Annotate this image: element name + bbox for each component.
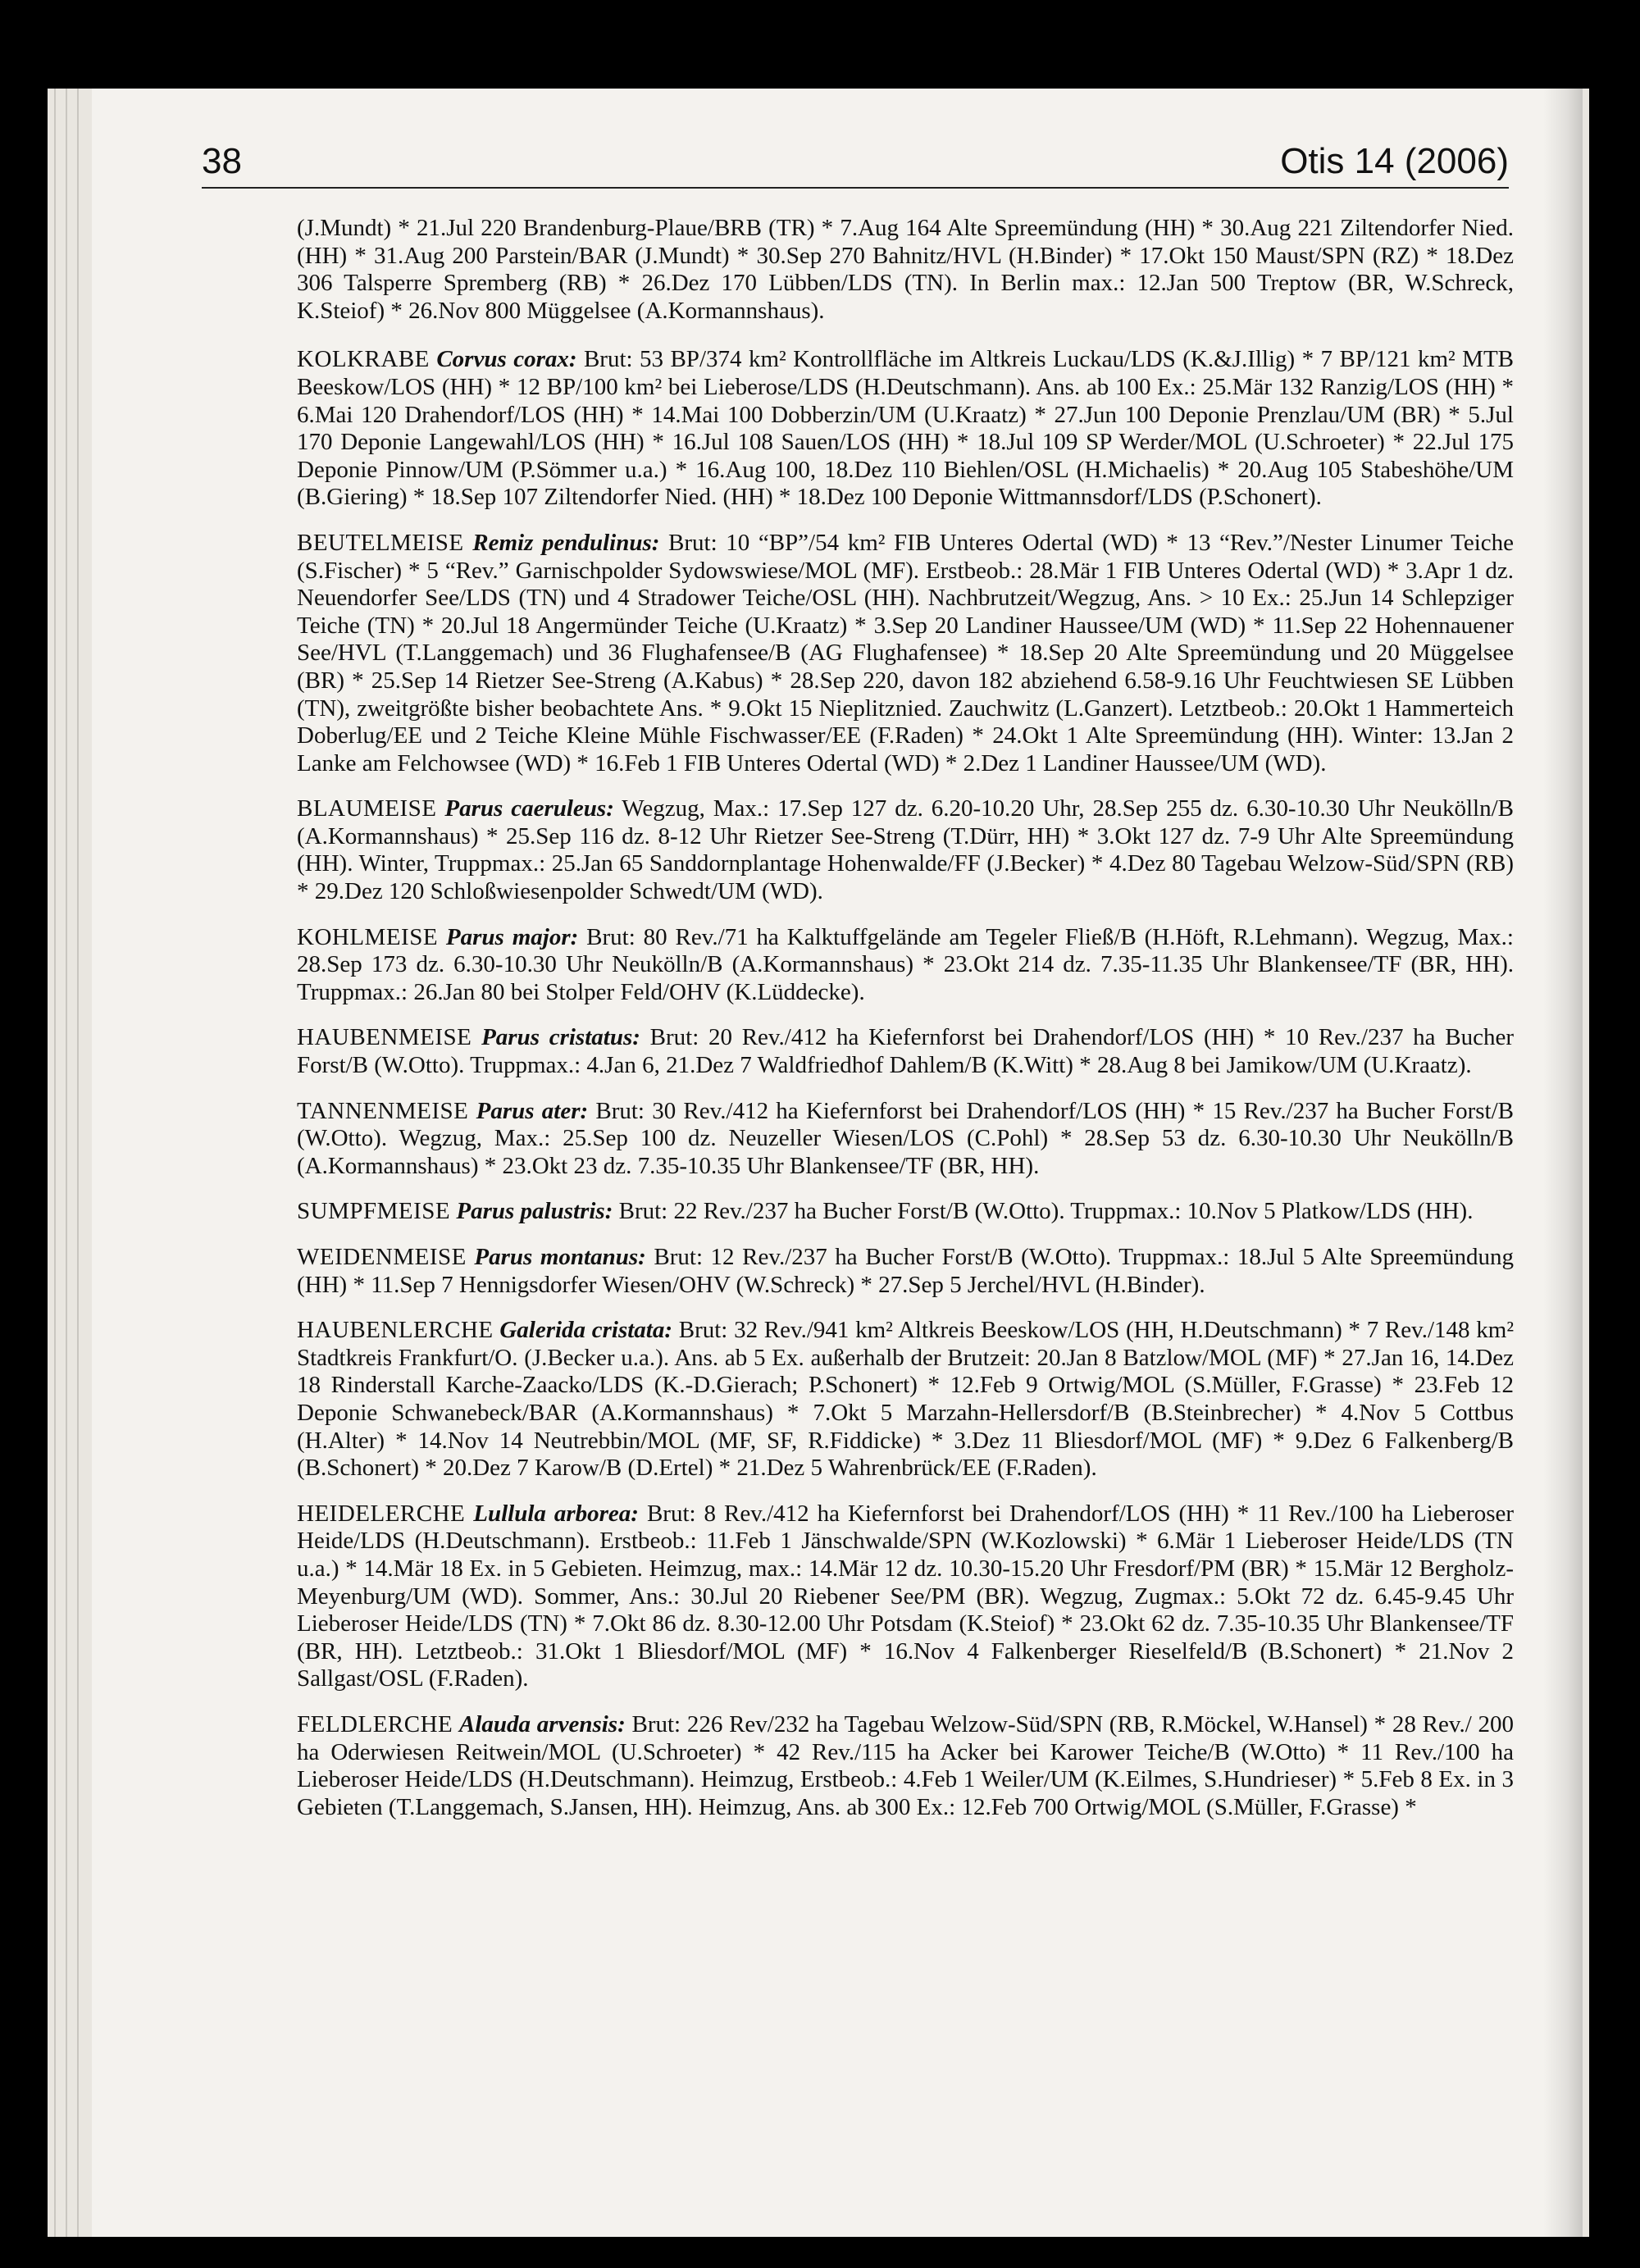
species-name: HEIDELERCHE <box>297 1500 466 1527</box>
entry-text: Brut: 10 “BP”/54 km² FIB Unteres Odertal (WD) * 13 “Rev.”/Nester Linumer Teiche (S.Fischer) * 5 “Rev.” Garnischpolder Sydowswiese/MOL (MF). Erstbeob.: 28.Mär 1 FIB Unteres Odertal (WD) * 3.Apr 1 dz. Neuendorfer See/LDS (TN) und 4 Stradower Teiche/OSL (HH). Nachbrutzeit/Wegzug, Ans. > 10 Ex.: 25.Jun 14 Schlepziger Teiche (TN) * 20.Jul 18 Angermünder Teiche (U.Kraatz) * 3.Sep 20 Landiner Haussee/UM (WD) * 11.Sep 22 Hohennauener See/HVL (T.Langgemach) und 36 Flughafensee/B (AG Flughafensee) * 18.Sep 20 Alte Spreemündung und 20 Müggelsee (BR) * 25.Sep 14 Rietzer See-Streng (A.Kabus) * 28.Sep 220, davon 182 abziehend 6.58-9.16 Uhr Feuchtwiesen SE Lübben (TN), zweitgrößte bisher beobachtete Ans. * 9.Okt 15 Nieplitznied. Zauchwitz (L.Ganzert). Letztbeob.: 20.Okt 1 Hammerteich Doberlug/EE und 2 Teiche Kleine Mühle Fischwasser/EE (F.Raden) * 24.Okt 1 Alte Spreemündung (HH). Winter: 13.Jan 2 Lanke am Felchowsee (WD) * 16.Feb 1 FIB Unteres Odertal (WD) * 2.Dez 1 Landiner Haussee/UM (WD). <box>297 529 1515 776</box>
running-title: Otis 14 (2006) <box>1280 141 1509 181</box>
species-entry-tannenmeise <box>297 1098 1514 1181</box>
species-entry-blaumeise <box>297 795 1514 905</box>
species-name: BLAUMEISE <box>297 795 437 822</box>
page-spine-shadow <box>1543 89 1583 2237</box>
species-latin: Lullula arborea: <box>473 1500 639 1527</box>
species-entry-beutelmeise <box>297 530 1514 777</box>
species-name: HAUBENLERCHE <box>297 1317 494 1344</box>
species-latin: Corvus corax: <box>436 346 577 373</box>
page-header <box>202 138 1509 189</box>
entry-text: Brut: 80 Rev./71 ha Kalktuffgelände am Tegeler Fließ/B (H.Höft, R.Lehmann). Wegzug, Max.: 28.Sep 173 dz. 6.30-10.30 Uhr Neukölln/B (A.Kormannshaus) * 23.Okt 214 dz. 7.35-11.35 Uhr Blankensee/TF (BR, HH). Truppmax.: 26.Jan 80 bei Stolper Feld/OHV (K.Lüddecke). <box>297 923 1514 1005</box>
species-name: FELDLERCHE <box>297 1710 453 1737</box>
species-entry-weidenmeise <box>297 1244 1514 1299</box>
species-latin: Remiz pendulinus: <box>472 529 660 556</box>
species-name: HAUBENMEISE <box>297 1024 472 1051</box>
page-edge <box>66 89 67 2237</box>
page-number: 38 <box>202 141 242 181</box>
species-latin: Parus palustris: <box>456 1198 613 1225</box>
entry-continuation <box>297 215 1514 325</box>
species-latin: Parus major: <box>445 923 579 950</box>
entry-text: Wegzug, Max.: 17.Sep 127 dz. 6.20-10.20 Uhr, 28.Sep 255 dz. 6.30-10.30 Uhr Neukölln/B (A.Kormannshaus) * 25.Sep 116 dz. 8-12 Uhr Rietzer See-Streng (T.Dürr, HH) * 3.Okt 127 dz. 7-9 Uhr Alte Spreemündung (HH). Winter, Truppmax.: 25.Jan 65 Sanddornplantage Hohenwalde/FF (J.Becker) * 4.Dez 80 Tagebau Welzow-Süd/SPN (RB) * 29.Dez 120 Schloßwiesenpolder Schwedt/UM (WD). <box>297 795 1515 905</box>
entry-text: Brut: 32 Rev./941 km² Altkreis Beeskow/LOS (HH, H.Deutschmann) * 7 Rev./148 km² Stadtkreis Frankfurt/O. (J.Becker u.a.). Ans. ab 5 Ex. außerhalb der Brutzeit: 20.Jan 8 Batzlow/MOL (MF) * 27.Jan 16, 14.Dez 18 Rinderstall Karche-Zaacko/LDS (K.-D.Gierach; P.Schonert) * 12.Feb 9 Ortwig/MOL (S.Müller, F.Grasse) * 23.Feb 12 Deponie Schwanebeck/BAR (A.Kormannshaus) * 7.Okt 5 Marzahn-Hellersdorf/B (B.Steinbrecher) * 4.Nov 5 Cottbus (H.Alter) * 14.Nov 14 Neutrebbin/MOL (MF, SF, R.Fiddicke) * 3.Dez 11 Bliesdorf/MOL (MF) * 9.Dez 6 Falkenberg/B (B.Schonert) * 20.Dez 7 Karow/B (D.Ertel) * 21.Dez 5 Wahrenbrück/EE (F.Raden). <box>297 1317 1515 1482</box>
entry-text: Brut: 226 Rev/232 ha Tagebau Welzow-Süd/SPN (RB, R.Möckel, W.Hansel) * 28 Rev./ 200 ha Oderwiesen Reitwein/MOL (U.Schroeter) * 42 Rev./115 ha Acker bei Karower Teiche/B (W.Otto) * 11 Rev./100 ha Lieberoser Heide/LDS (H.Deutschmann). Heimzug, Erstbeob.: 4.Feb 1 Weiler/UM (K.Eilmes, S.Hundrieser) * 5.Feb 8 Ex. in 3 Gebieten (T.Langgemach, S.Jansen, HH). Heimzug, Ans. ab 300 Ex.: 12.Feb 700 Ortwig/MOL (S.Müller, F.Grasse) * <box>297 1710 1515 1820</box>
species-latin: Alauda arvensis: <box>459 1710 626 1737</box>
species-name: BEUTELMEISE <box>297 529 464 556</box>
entry-text: Brut: 12 Rev./237 ha Bucher Forst/B (W.Otto). Truppmax.: 18.Jul 5 Alte Spreemündung (HH) * 11.Sep 7 Hennigsdorfer Wiesen/OHV (W.Schreck) * 27.Sep 5 Jerchel/HVL (H.Binder). <box>297 1244 1515 1298</box>
species-name: WEIDENMEISE <box>297 1244 467 1270</box>
species-name: KOLKRABE <box>297 346 430 373</box>
species-latin: Parus caeruleus: <box>444 795 614 822</box>
species-name: KOHLMEISE <box>297 923 439 950</box>
species-entry-kolkrabe <box>297 346 1514 512</box>
species-entry-feldlerche <box>297 1711 1514 1821</box>
entry-text: (J.Mundt) * 21.Jul 220 Brandenburg-Plaue/BRB (TR) * 7.Aug 164 Alte Spreemündung (HH) * 30.Aug 221 Ziltendorfer Nied. (HH) * 31.Aug 200 Parstein/BAR (J.Mundt) * 30.Sep 270 Bahnitz/HVL (H.Binder) * 17.Okt 150 Maust/SPN (RZ) * 18.Dez 306 Talsperre Spremberg (RB) * 26.Dez 170 Lübben/LDS (TN). In Berlin max.: 12.Jan 500 Treptow (BR, W.Schreck, K.Steiof) * 26.Nov 800 Müggelsee (A.Kormannshaus). <box>297 215 1514 324</box>
species-latin: Galerida cristata: <box>499 1317 673 1344</box>
page-edge <box>54 89 56 2237</box>
species-entry-haubenlerche <box>297 1317 1514 1482</box>
entry-text: Brut: 8 Rev./412 ha Kiefernforst bei Drahendorf/LOS (HH) * 11 Rev./100 ha Lieberoser Heide/LDS (H.Deutschmann). Erstbeob.: 11.Feb 1 Jänschwalde/SPN (W.Kozlowski) * 6.Mär 1 Lieberoser Heide/LDS (TN u.a.) * 14.Mär 18 Ex. in 5 Gebieten. Heimzug, max.: 14.Mär 12 dz. 10.30-15.20 Uhr Fresdorf/PM (BR) * 15.Mär 12 Bergholz-Meyenburg/UM (WD). Sommer, Ans.: 30.Jul 20 Riebener See/PM (BR). Wegzug, Zugmax.: 5.Okt 72 dz. 6.45-9.45 Uhr Lieberoser Heide/LDS (TN) * 7.Okt 86 dz. 8.30-12.00 Uhr Potsdam (K.Steiof) * 23.Okt 62 dz. 7.35-10.35 Uhr Blankensee/TF (BR, HH). Letztbeob.: 31.Okt 1 Bliesdorf/MOL (MF) * 16.Nov 4 Falkenberger Rieselfeld/B (B.Schonert) * 21.Nov 2 Sallgast/OSL (F.Raden). <box>297 1500 1515 1692</box>
species-latin: Parus ater: <box>476 1097 589 1124</box>
species-name: SUMPFMEISE <box>297 1198 451 1225</box>
page-edge <box>77 89 79 2237</box>
species-entry-kohlmeise <box>297 924 1514 1007</box>
entry-text: Brut: 20 Rev./412 ha Kiefernforst bei Drahendorf/LOS (HH) * 10 Rev./237 ha Bucher Forst/B (W.Otto). Truppmax.: 4.Jan 6, 21.Dez 7 Waldfriedhof Dahlem/B (K.Witt) * 28.Aug 8 bei Jamikow/UM (U.Kraatz). <box>297 1024 1515 1079</box>
article-body <box>297 215 1514 1839</box>
species-entry-sumpfmeise <box>297 1198 1514 1226</box>
species-latin: Parus montanus: <box>474 1244 646 1270</box>
species-latin: Parus cristatus: <box>481 1024 640 1051</box>
entry-text: Brut: 22 Rev./237 ha Bucher Forst/B (W.Otto). Truppmax.: 10.Nov 5 Platkow/LDS (HH). <box>618 1198 1474 1225</box>
species-name: TANNENMEISE <box>297 1097 469 1124</box>
species-entry-haubenmeise <box>297 1024 1514 1079</box>
species-entry-heidelerche <box>297 1501 1514 1693</box>
entry-text: Brut: 53 BP/374 km² Kontrollfläche im Altkreis Luckau/LDS (K.&J.Illig) * 7 BP/121 km² MTB Beeskow/LOS (HH) * 12 BP/100 km² bei Lieberose/LDS (H.Deutschmann). Ans. ab 100 Ex.: 25.Mär 132 Ranzig/LOS (HH) * 6.Mai 120 Drahendorf/LOS (HH) * 14.Mai 100 Dobberzin/UM (U.Kraatz) * 27.Jun 100 Deponie Prenzlau/UM (BR) * 5.Jul 170 Deponie Langewahl/LOS (HH) * 16.Jul 108 Sauen/LOS (HH) * 18.Jul 109 SP Werder/MOL (U.Schroeter) * 22.Jul 175 Deponie Pinnow/UM (P.Sömmer u.a.) * 16.Aug 100, 18.Dez 110 Biehlen/OSL (H.Michaelis) * 20.Aug 105 Stabeshöhe/UM (B.Giering) * 18.Sep 107 Ziltendorfer Nied. (HH) * 18.Dez 100 Deponie Wittmannsdorf/LDS (P.Schonert). <box>297 346 1515 511</box>
entry-text: Brut: 30 Rev./412 ha Kiefernforst bei Drahendorf/LOS (HH) * 15 Rev./237 ha Bucher Forst/B (W.Otto). Wegzug, Max.: 25.Sep 100 dz. Neuzeller Wiesen/LOS (C.Pohl) * 28.Sep 53 dz. 6.30-10.30 Uhr Neukölln/B (A.Kormannshaus) * 23.Okt 23 dz. 7.35-10.35 Uhr Blankensee/TF (BR, HH). <box>297 1097 1515 1179</box>
